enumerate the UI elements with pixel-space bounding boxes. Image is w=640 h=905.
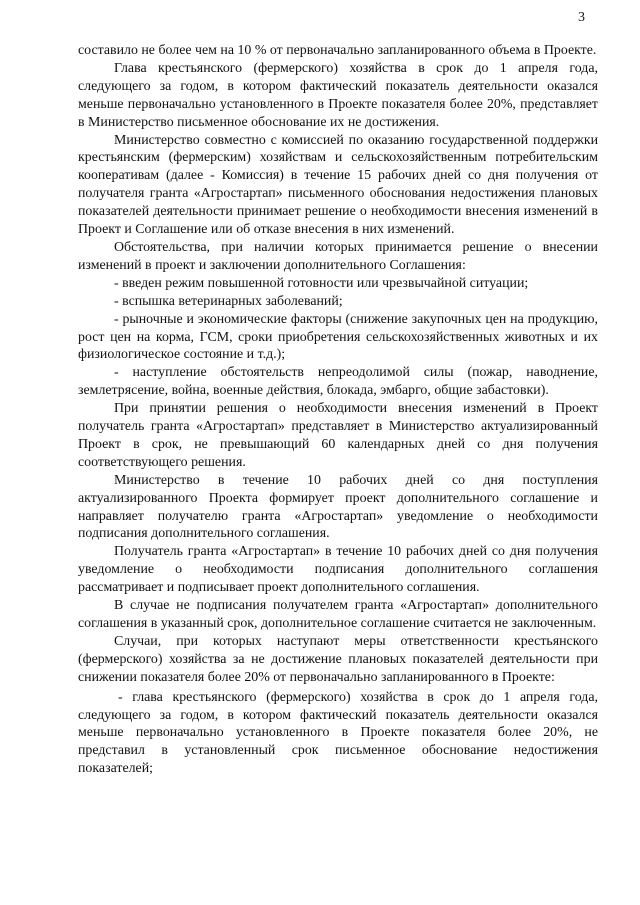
paragraph-liability-cases: Случаи, при которых наступают меры ответственности крестьянского (фермерского) хозяйства за не достижение плановых показателей деятельности при снижении показателя более 20% от первоначально запланированного в Проекте: xyxy=(78,633,598,685)
list-item-no-justification: - глава крестьянского (фермерского) хозяйства в срок до 1 апреля года, следующего за годом, в котором фактический показатель деятельности оказался меньше первоначально установленного в Проекте показателя более 20%, не представил в установленный срок письменное обоснование недостижения показателей; xyxy=(78,689,598,777)
list-item-force-majeure: - наступление обстоятельств непреодолимой силы (пожар, наводнение, землетрясение, война, военные действия, блокада, эмбарго, общие забастовки). xyxy=(78,365,598,399)
list-item-emergency: - введен режим повышенной готовности или чрезвычайной ситуации; xyxy=(114,275,529,291)
paragraph-actualized-project: При принятии решения о необходимости внесения изменений в Проект получатель гранта «Агростартап» представляет в Министерство актуализированный Проект в срок, не превышающий 60 календарных дней со дня получения соответствующего решения. xyxy=(78,401,598,470)
paragraph-continuation: составило не более чем на 10 % от первоначально запланированного объема в Проекте. xyxy=(78,43,597,58)
document-body xyxy=(78,42,598,778)
paragraph-grantee-signs: Получатель гранта «Агростартап» в течение 10 рабочих дней со дня получения уведомление о необходимости подписания дополнительного соглашения рассматривает и подписывает проект дополнительного соглашения. xyxy=(78,544,598,596)
paragraph-ministry-commission: Министерство совместно с комиссией по оказанию государственной поддержки крестьянским (фермерским) хозяйствам и сельскохозяйственным потребительским кооперативам (далее - Комиссия) в течение 15 рабочих дней со дня получения от получателя гранта «Агростартап» письменного обоснования недостижения плановых показателей деятельности принимает решение о необходимости внесения изменений в Проект и Соглашение или об отказе внесения в них изменений. xyxy=(78,132,598,238)
paragraph-ministry-notice: Министерство в течение 10 рабочих дней со дня поступления актуализированного Проекта формирует проект дополнительного соглашение и направляет получателю гранта «Агростартап» уведомление о необходимости подписания дополнительного соглашения. xyxy=(78,472,598,542)
list-item-market-factors: - рыночные и экономические факторы (снижение закупочных цен на продукцию, рост цен на корма, ГСМ, сроки приобретения сельскохозяйственных животных и их физиологическое состояние и т.д.); xyxy=(78,311,598,363)
list-item-veterinary: - вспышка ветеринарных заболеваний; xyxy=(114,293,343,309)
page-number: 3 xyxy=(578,10,585,25)
paragraph-head-obligation: Глава крестьянского (фермерского) хозяйства в срок до 1 апреля года, следующего за годом, в котором фактический показатель деятельности оказался меньше первоначально установленного в Проекте показателя более 20%, представляет в Министерство письменное обоснование их не достижения. xyxy=(78,60,598,130)
paragraph-not-signed: В случае не подписания получателем гранта «Агростартап» дополнительного соглашения в указанный срок, дополнительное соглашение считается не заключенным. xyxy=(78,598,598,631)
paragraph-circumstances-intro: Обстоятельства, при наличии которых принимается решение о внесении изменений в проект и заключении дополнительного Соглашения: xyxy=(78,239,598,273)
